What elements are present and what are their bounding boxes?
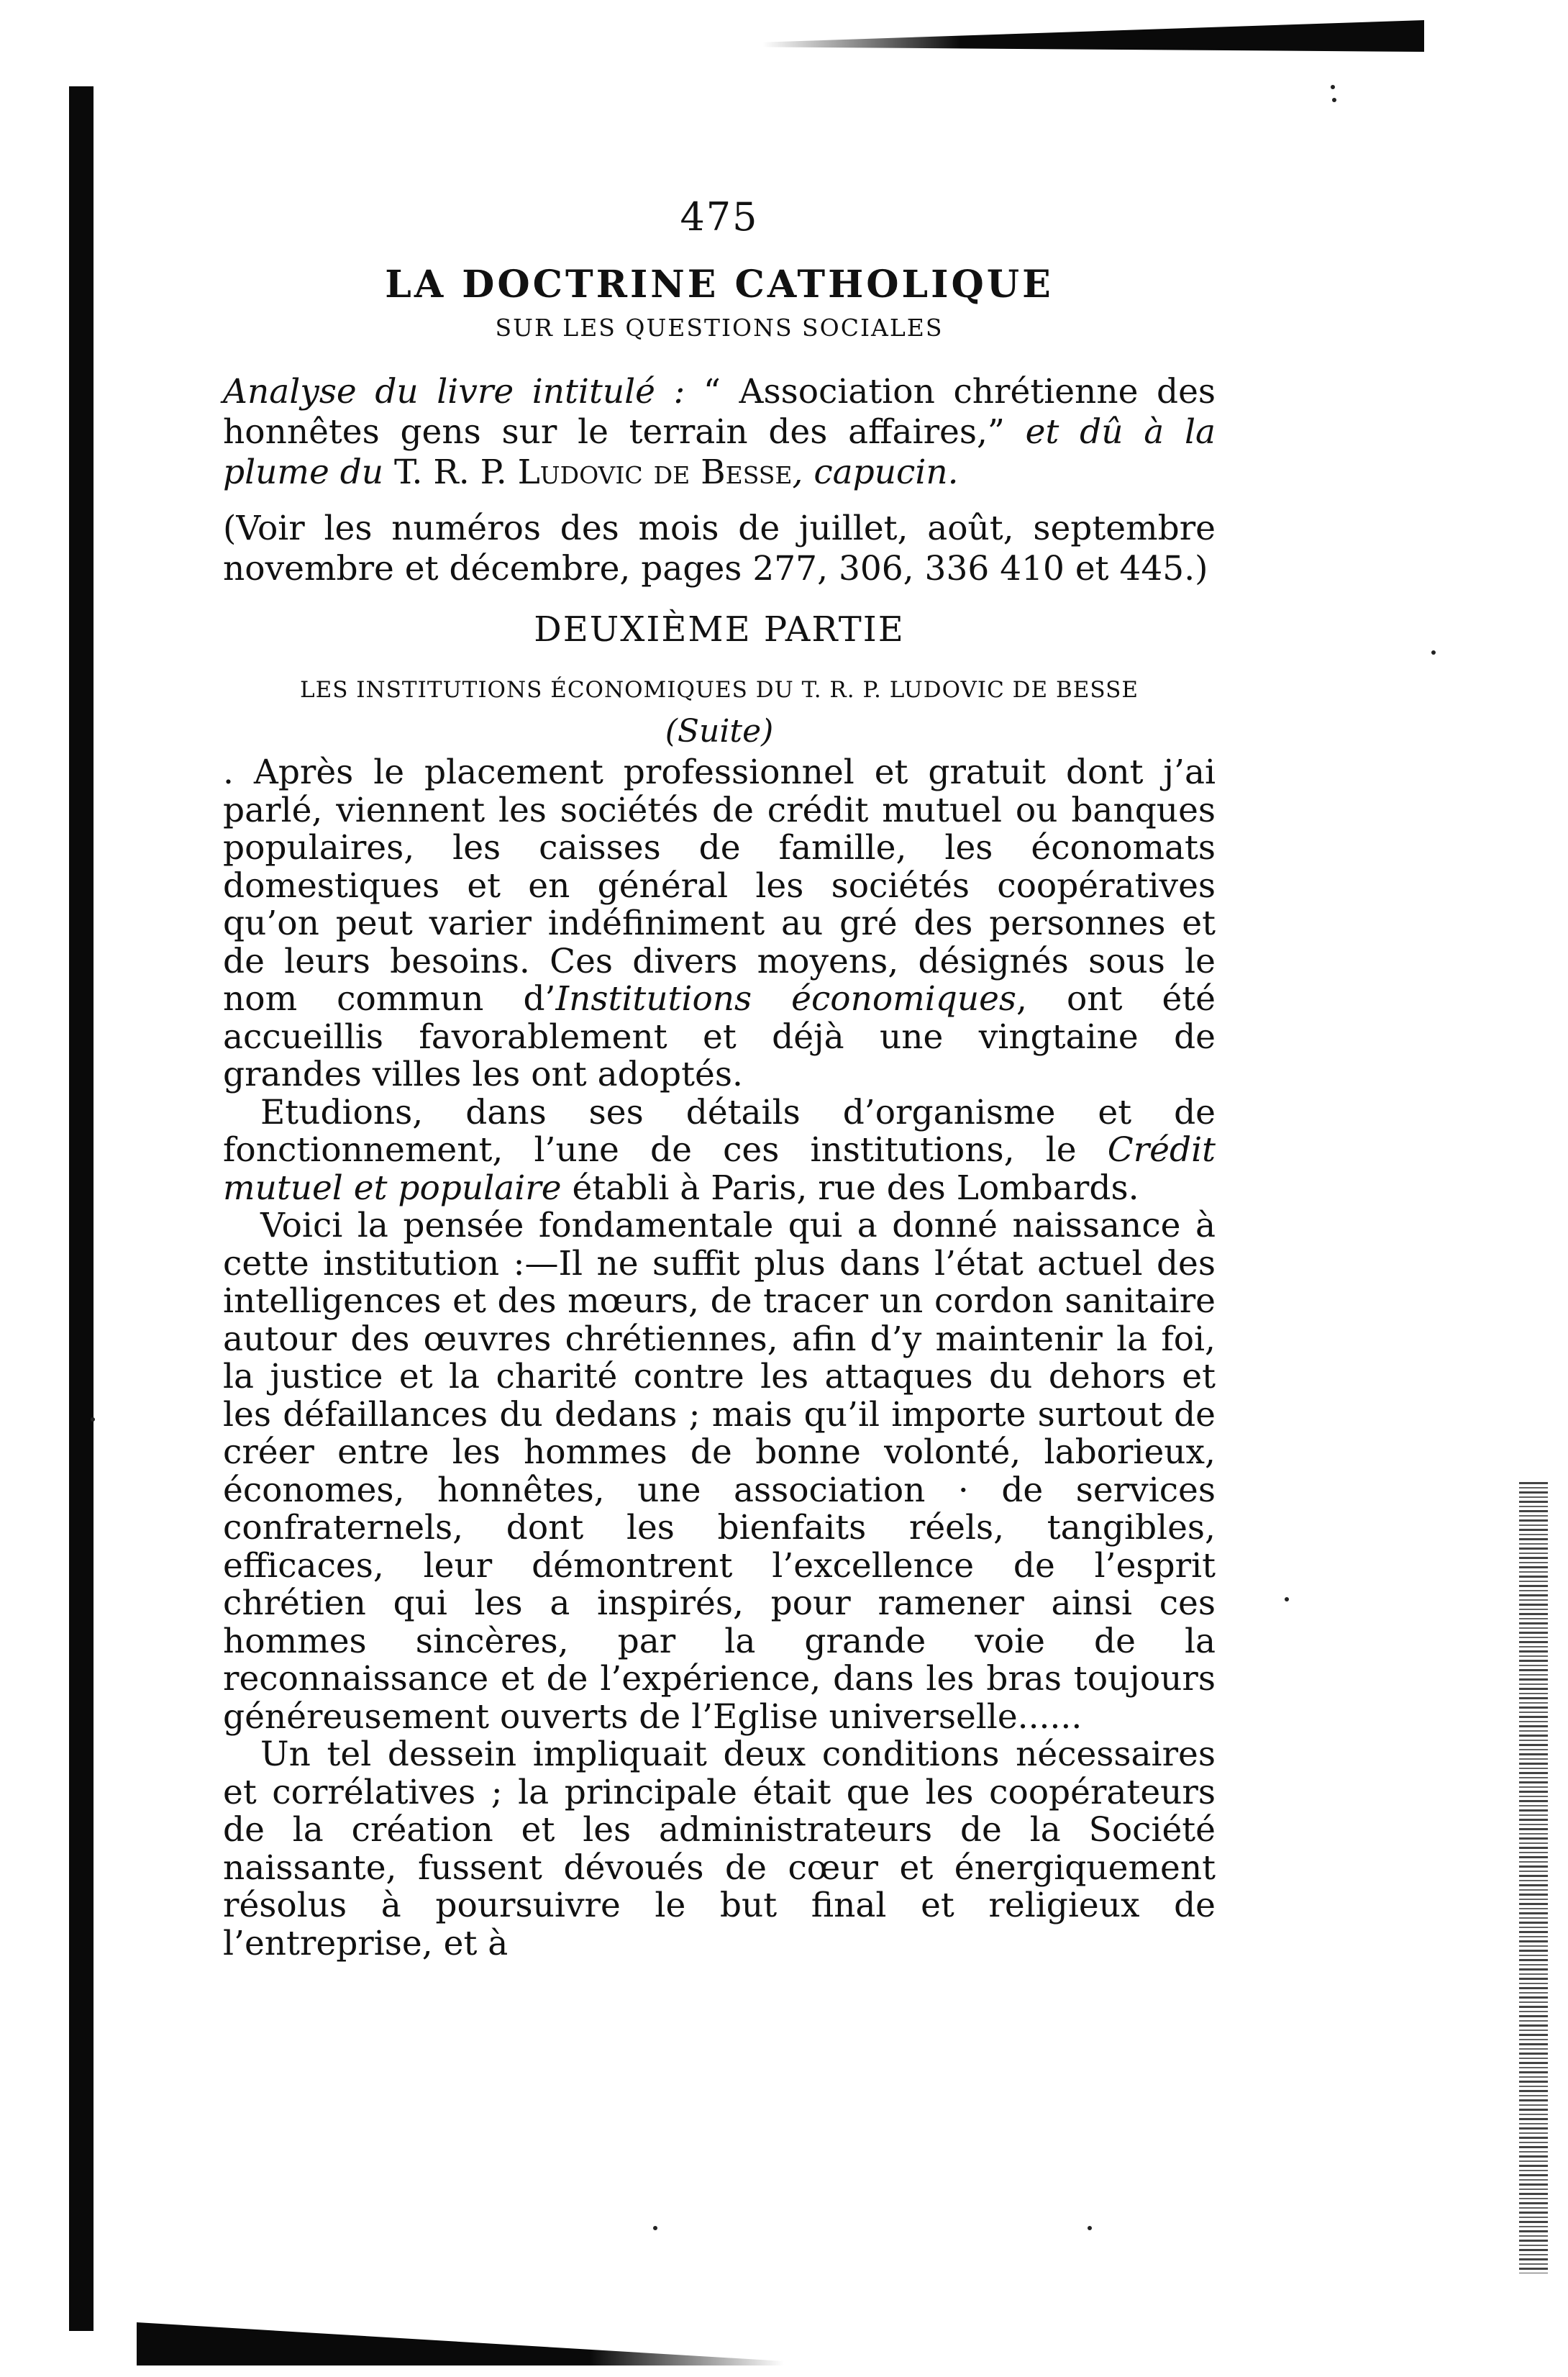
issue-reference: (Voir les numéros des mois de juillet, août, septembre novembre et décembre, pages 277, 306, 336 410 et 445.) bbox=[223, 509, 1216, 588]
analysis-suffix: , capucin. bbox=[792, 453, 959, 492]
section-heading: LES INSTITUTIONS ÉCONOMIQUES DU T. R. P. LUDOVIC DE BESSE bbox=[300, 677, 1139, 703]
body-paragraph bbox=[223, 1094, 1216, 1208]
author-name: Ludovic de Besse bbox=[517, 453, 793, 492]
scan-speck bbox=[1431, 650, 1436, 655]
paragraph-text: , ont été accueillis favorablement et déjà une vingtaine de grandes villes les ont adoptés. bbox=[223, 979, 1216, 1094]
paragraph-italic: Crédit mutuel et populaire bbox=[223, 1130, 1216, 1208]
scan-speck bbox=[1331, 85, 1335, 89]
scan-border-bottom bbox=[137, 2322, 784, 2365]
document-page bbox=[223, 194, 1216, 1963]
book-analysis-intro bbox=[223, 372, 1216, 493]
author-title: T. R. P. bbox=[383, 453, 518, 492]
document-title: LA DOCTRINE CATHOLIQUE bbox=[385, 263, 1054, 306]
body-paragraph bbox=[223, 754, 1216, 1094]
paragraph-italic: Institutions économiques bbox=[555, 979, 1017, 1019]
paragraph-text: établi à Paris, rue des Lombards. bbox=[561, 1168, 1139, 1208]
scan-border-top bbox=[762, 20, 1424, 52]
scan-speck bbox=[91, 1417, 95, 1422]
scan-border-left bbox=[69, 86, 94, 2331]
paragraph-text: Etudions, dans ses détails d’organisme et de fonctionnement, l’une de ces institutions, le bbox=[223, 1092, 1216, 1170]
scan-speck bbox=[1332, 98, 1336, 102]
body-paragraph: Un tel dessein impliquait deux conditions nécessaires et corrélatives ; la principale était que les coopérateurs de la création et les administrateurs de la Société naissante, fussent dévoués de cœur et énergiquement résolus à poursuivre le but final et religieux de l’entreprise, et à bbox=[223, 1735, 1216, 1963]
body-paragraph: Voici la pensée fondamentale qui a donné naissance à cette institution :—Il ne suffit plus dans l’état actuel des intelligences et des mœurs, de tracer un cordon sanitaire autour des œuvres chrétiennes, afin d’y maintenir la foi, la justice et la charité contre les attaques du dehors et les défaillances du dedans ; mais qu’il importe surtout de créer entre les hommes de bonne volonté, laborieux, économes, honnêtes, une association · de services confraternels, dont les bienfaits réels, tangibles, efficaces, leur démontrent l’excellence de l’esprit chrétien qui les a inspirés, pour ramener ainsi ces hommes sincères, par la grande voie de la reconnaissance et de l’expérience, dans les bras toujours généreusement ouverts de l’Eglise universelle...... bbox=[223, 1206, 1216, 1737]
paragraph-text: . Après le placement professionnel et gratuit dont j’ai parlé, viennent les sociétés de crédit mutuel ou banques populaires, les caisses de famille, les économats domestiques et en général les sociétés coopératives qu’on peut varier indéfiniment au gré des personnes et de leurs besoins. Ces divers moyens, désignés sous le nom commun d’ bbox=[223, 753, 1216, 1019]
scan-edge-right bbox=[1519, 1482, 1548, 2273]
scan-speck bbox=[1285, 1597, 1289, 1601]
analysis-prefix: Analyse du livre intitulé : bbox=[223, 372, 685, 412]
scan-speck bbox=[1088, 2226, 1092, 2230]
scan-speck bbox=[653, 2226, 657, 2230]
book-title-quote: “ Association chrétienne des honnêtes gens sur le terrain des affaires,” bbox=[223, 372, 1216, 452]
continuation-label: (Suite) bbox=[665, 713, 774, 750]
page-number: 475 bbox=[680, 194, 759, 240]
analysis-middle: et dû à la plume du bbox=[223, 412, 1216, 492]
document-subtitle: SUR LES QUESTIONS SOCIALES bbox=[495, 314, 944, 342]
part-heading: DEUXIÈME PARTIE bbox=[534, 609, 905, 650]
